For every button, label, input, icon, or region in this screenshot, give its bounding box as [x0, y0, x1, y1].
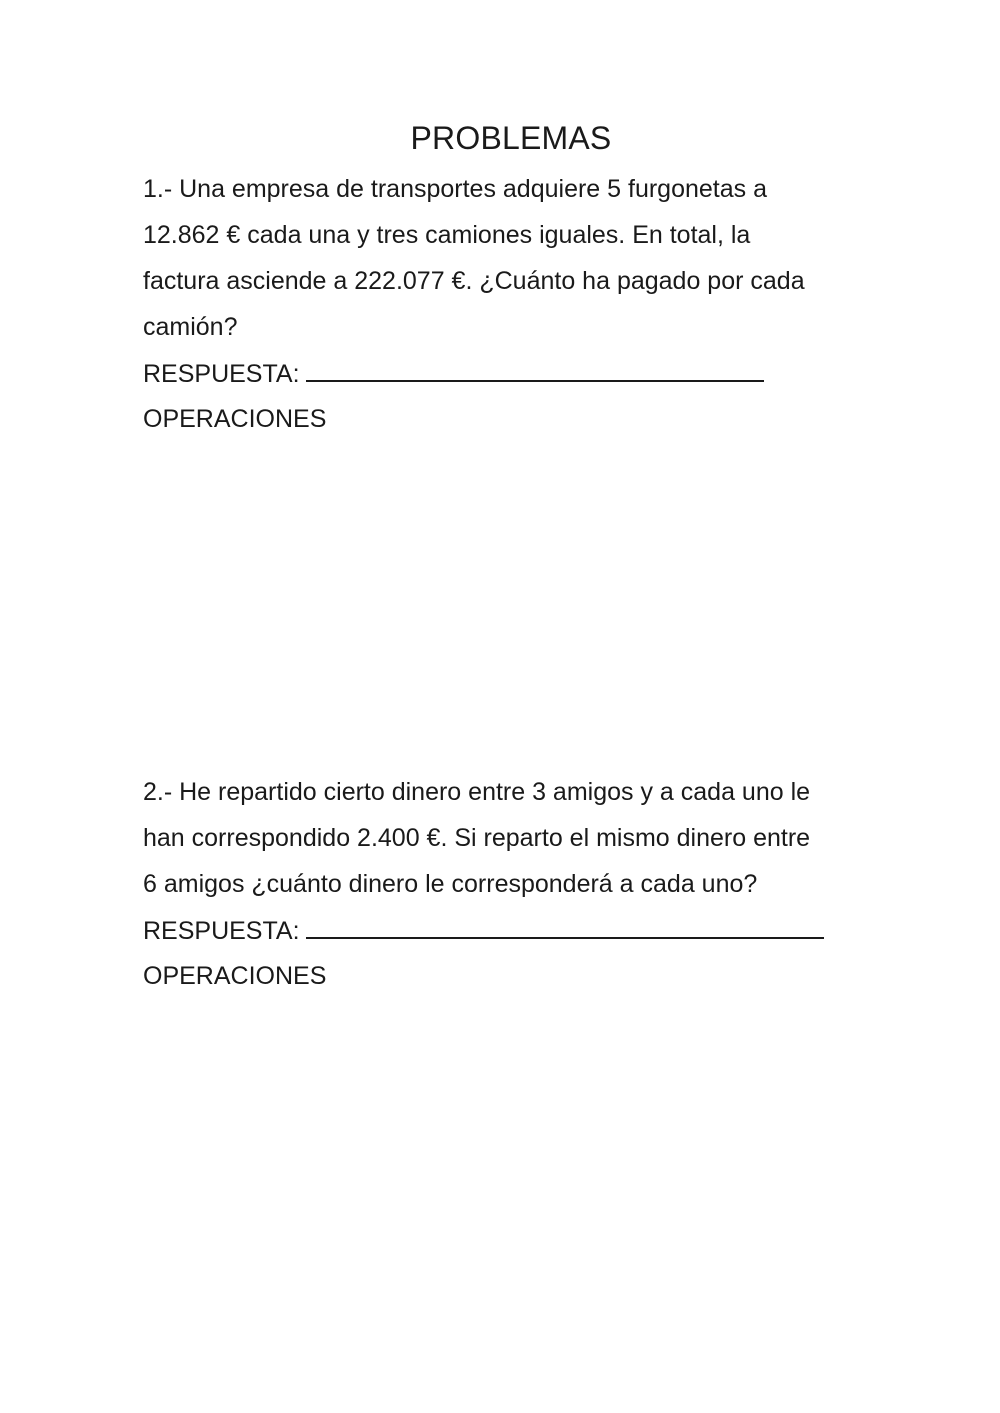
operations-area[interactable] [143, 999, 903, 1359]
answer-row [143, 907, 903, 953]
statement-line: han correspondido 2.400 €. Si reparto el mismo dinero entre [143, 824, 811, 852]
answer-blank[interactable] [306, 907, 824, 939]
operations-label: OPERACIONES [143, 962, 327, 990]
statement-line: 6 amigos ¿cuánto dinero le corresponderá a cada uno? [143, 870, 758, 898]
operations-label: OPERACIONES [143, 405, 327, 433]
answer-label: RESPUESTA: [143, 917, 300, 945]
page-title: PROBLEMAS [410, 120, 612, 156]
statement-line: factura asciende a 222.077 €. ¿Cuánto ha pagado por cada [143, 267, 805, 295]
statement-line: 2.- He repartido cierto dinero entre 3 amigos y a cada uno le [143, 778, 811, 806]
statement-line: camión? [143, 313, 238, 341]
operations-area[interactable] [143, 442, 903, 772]
answer-row [143, 350, 903, 396]
problem-1 [143, 166, 903, 772]
problem-statement [143, 769, 903, 907]
answer-label: RESPUESTA: [143, 360, 300, 388]
statement-line: 1.- Una empresa de transportes adquiere 5 furgonetas a [143, 175, 767, 203]
statement-line: 12.862 € cada una y tres camiones iguales. En total, la [143, 221, 751, 249]
problem-2 [143, 769, 903, 1359]
problem-statement [143, 166, 903, 350]
answer-blank[interactable] [306, 350, 764, 382]
